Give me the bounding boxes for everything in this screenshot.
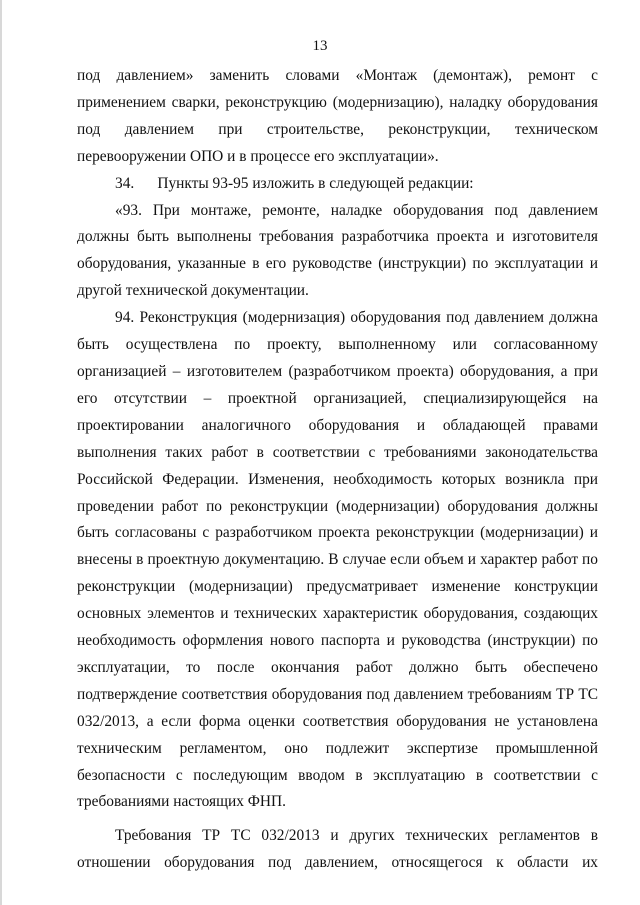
paragraph-item-93: «93. При монтаже, ремонте, наладке оборудования под давлением должны быть выполнены требования разработчика проекта и изготовителя оборудования, указанные в его руководстве (инструкции) по эксплуатации и другой технической документации. [77, 201, 598, 300]
paragraph-continuation: под давлением» заменить словами «Монтаж (демонтаж), ремонт с применением сварки, реконструкцию (модернизацию), наладку оборудования под давлением при строительстве, реконструкции, техническом перевооружении ОПО и в процессе его эксплуатации». [77, 67, 598, 165]
document-body [77, 63, 598, 877]
page-edge [0, 0, 2, 905]
paragraph-item-34: 34. Пункты 93-95 изложить в следующей редакции: [115, 174, 474, 192]
page-number: 13 [312, 38, 328, 54]
paragraph-item-94: 94. Реконструкция (модернизация) оборудования под давлением должна быть осуществлена по проекту, выполненному или согласованному организацией – изготовителем (разработчиком проекта) оборудования, а при его отсутствии – проектной организацией, специализирующейся на проектировании аналогичного оборудования и обладающей правами выполнения таких работ в соответствии с требованиями законодательства Российской Федерации. Изменения, необходимость которых возникла при проведении работ по реконструкции (модернизации) оборудования должны быть согласованы с разработчиком проекта реконструкции (модернизации) и внесены в проектную документацию. В случае если объем и характер работ по реконструкции (модернизации) предусматривает изменение конструкции основных элементов и технических характеристик оборудования, создающих необходимость оформления нового паспорта и руководства (инструкции) по эксплуатации, то после окончания работ должно быть обеспечено подтверждение соответствия оборудования под давлением требованиям ТР ТС 032/2013, а если форма оценки соответствия оборудования не установлена техническим регламентом, оно подлежит экспертизе промышленной безопасности с последующим вводом в эксплуатацию в соответствии с требованиями настоящих ФНП. [77, 309, 598, 811]
paragraph-requirements: Требования ТР ТС 032/2013 и других технических регламентов в отношении оборудования под давлением, относящегося к области их [77, 827, 598, 872]
